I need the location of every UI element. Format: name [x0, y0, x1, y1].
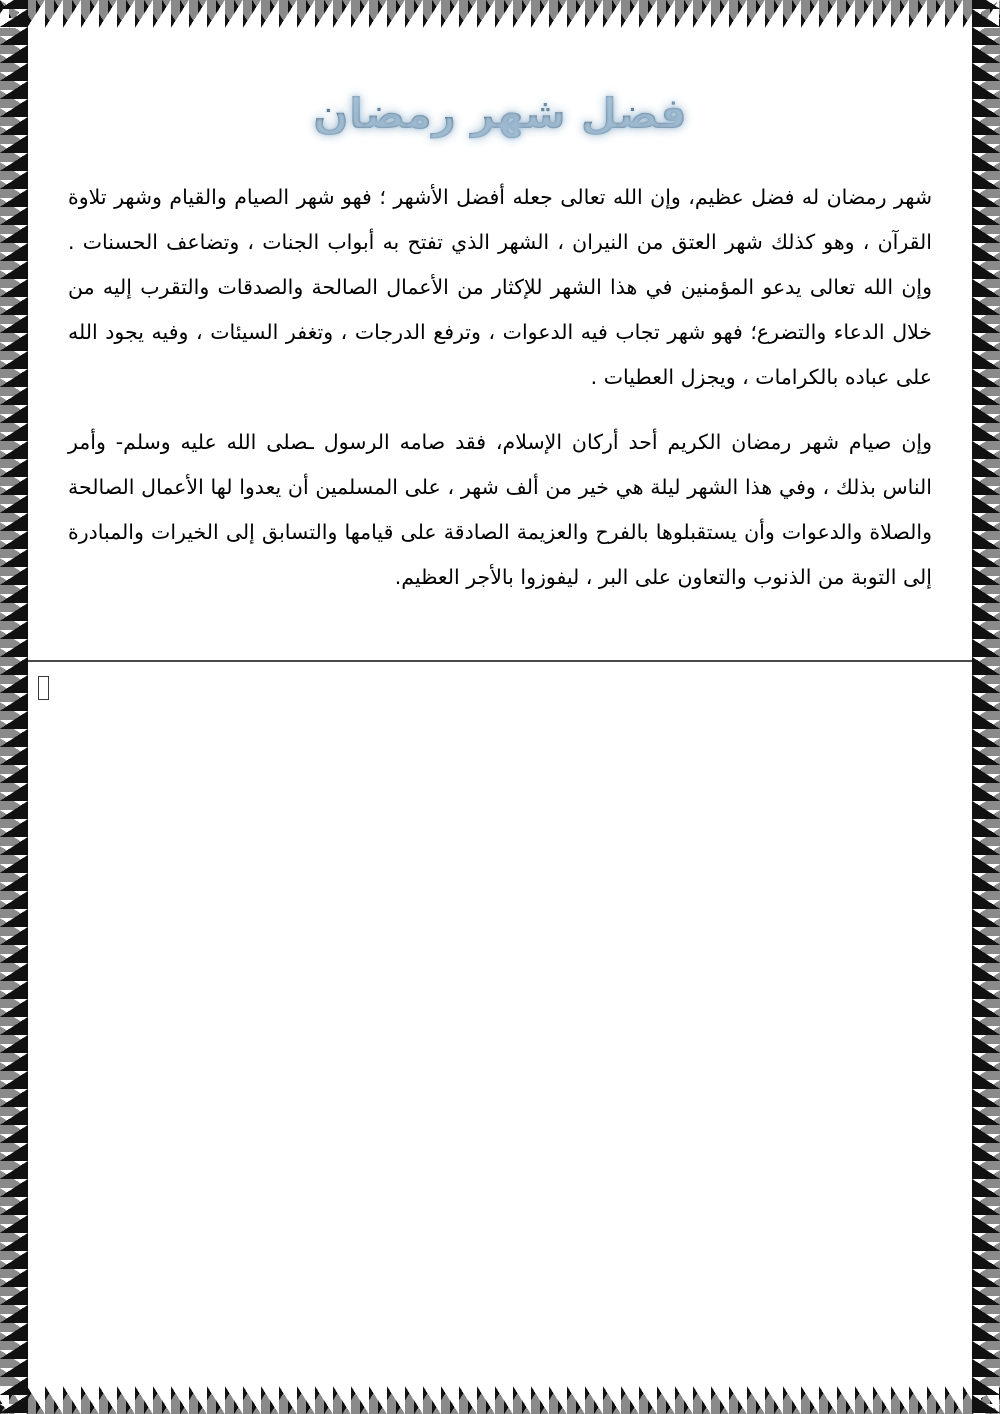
border-triangles-bottom	[0, 1386, 1000, 1414]
body-paragraph-2: وإن صيام شهر رمضان الكريم أحد أركان الإسلام، فقد صامه الرسول ـصلى الله عليه وسلم- وأمر الناس بذلك ، وفي هذا الشهر ليلة هي خير من ألف شهر ، على المسلمين أن يعدوا لها الأعمال الصالحة والصلاة والدعوات وأن يستقبلوها بالفرح والعزيمة الصادقة على قيامها والتسابق إلى الخيرات والمبادرة إلى التوبة من الذنوب والتعاون على البر ، ليفوزوا بالأجر العظيم.	[68, 429, 932, 589]
border-triangles-top	[0, 0, 1000, 28]
horizontal-divider	[28, 660, 972, 662]
page-title: فضل شهر رمضان	[68, 88, 932, 141]
body-paragraph-1: شهر رمضان له فضل عظيم، وإن الله تعالى جعله أفضل الأشهر ؛ فهو شهر الصيام والقيام وشهر تلاوة القرآن ، وهو كذلك شهر العتق من النيران ، الشهر الذي تفتح به أبواب الجنات ، وتضاعف الحسنات . وإن الله تعالى يدعو المؤمنين في هذا الشهر للإكثار من الأعمال الصالحة والصدقات والتقرب إليه من خلال الدعاء والتضرع؛ فهو شهر تجاب فيه الدعوات ، وترفع الدرجات ، وتغفر السيئات ، وفيه يجود الله على عباده بالكرامات ، ويجزل العطيات .	[68, 184, 932, 389]
border-triangles-left	[0, 0, 28, 1414]
document-sheet	[28, 28, 972, 1386]
document-content	[28, 28, 972, 1386]
border-triangles-right	[972, 0, 1000, 1414]
missing-glyph-box-icon	[38, 676, 49, 700]
